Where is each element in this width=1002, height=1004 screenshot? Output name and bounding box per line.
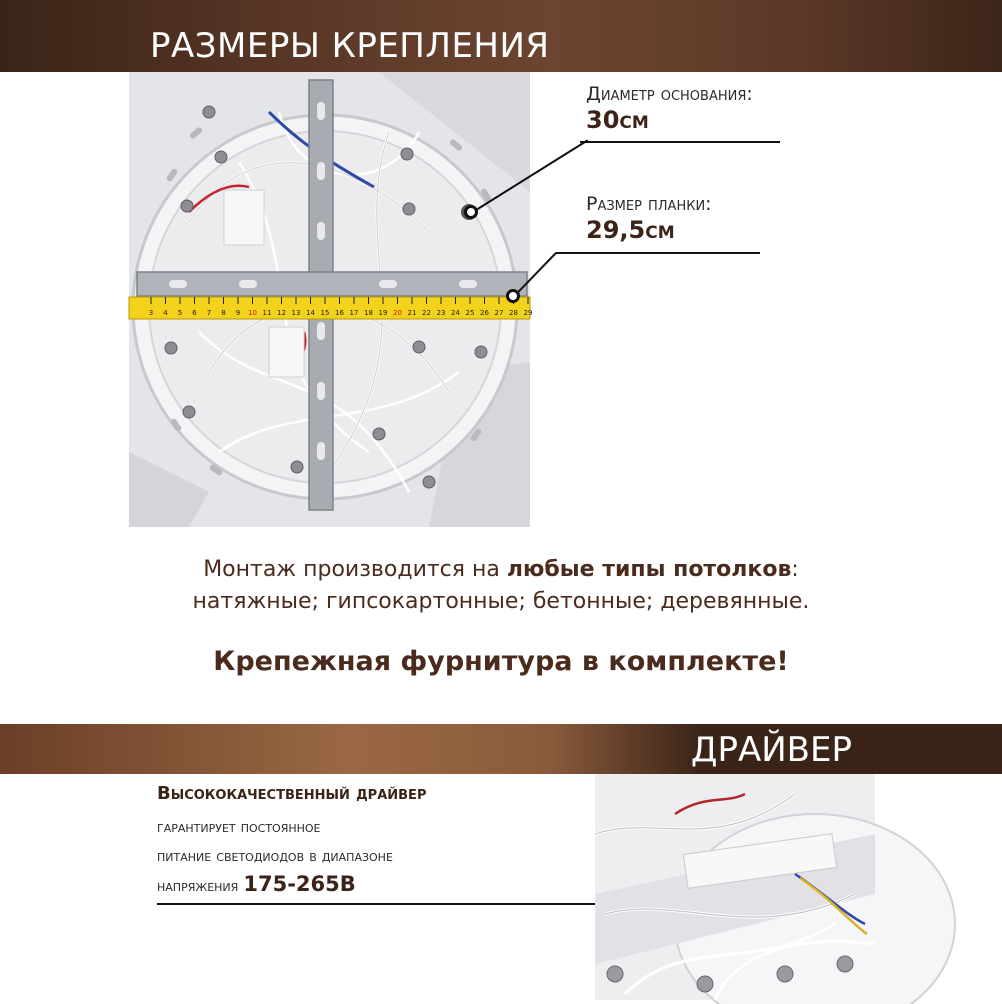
- callout-diameter-underline: [580, 141, 780, 143]
- callout-diameter-dot: [464, 205, 478, 219]
- mounting-line-2: натяжные; гипсокартонные; бетонные; деревянные.: [192, 589, 810, 614]
- page-title: РАЗМЕРЫ КРЕПЛЕНИЯ: [150, 26, 550, 66]
- driver-heading: Высококачественный драйвер: [157, 783, 427, 804]
- driver-title: ДРАЙВЕР: [690, 730, 852, 770]
- ruler-tick-label: 24: [451, 309, 460, 317]
- driver-banner: [0, 724, 1002, 774]
- callout-bar-underline: [556, 252, 760, 254]
- kit-included-text: Крепежная фурнитура в комплекте!: [213, 646, 789, 677]
- ruler-tick-label: 16: [335, 309, 344, 317]
- callout-diameter: [586, 83, 753, 135]
- callout-bar-dot: [506, 289, 520, 303]
- mounting-suffix: :: [791, 557, 799, 582]
- driver-illustration: [595, 774, 875, 1000]
- ruler-tick-label: 10: [248, 309, 257, 317]
- driver-line-3-prefix: напряжения: [157, 876, 244, 895]
- driver-voltage: 175-265В: [243, 872, 356, 896]
- ruler-tick-label: 15: [320, 309, 330, 317]
- ruler-tick-label: 19: [378, 309, 388, 317]
- ruler-tick-label: 23: [436, 309, 446, 317]
- driver-underline: [157, 903, 617, 905]
- callout-bar: [586, 193, 712, 245]
- callout-bar-label: Размер планки:: [586, 193, 712, 215]
- mounting-bold: любые типы потолков: [506, 557, 792, 582]
- ruler-tick-label: 13: [291, 309, 301, 317]
- callout-diameter-value: 30см: [586, 106, 649, 134]
- header-banner: [0, 0, 1002, 72]
- ruler-tick-label: 11: [262, 309, 272, 317]
- ruler-tick-label: 21: [407, 309, 417, 317]
- ruler-tick-label: 8: [221, 309, 226, 317]
- driver-photo: [595, 774, 875, 1000]
- ruler-tick-label: 12: [277, 309, 286, 317]
- mounting-prefix: Монтаж производится на: [203, 557, 507, 582]
- ruler-tick-label: 6: [192, 309, 197, 317]
- callout-bar-value: 29,5см: [586, 216, 675, 244]
- driver-line-3: [157, 870, 426, 900]
- ruler-tick-label: 18: [364, 309, 373, 317]
- ruler-tick-label: 17: [349, 309, 359, 317]
- ruler-tick-label: 22: [422, 309, 431, 317]
- ruler-tick-label: 4: [163, 309, 168, 317]
- ruler-tick-label: 26: [480, 309, 489, 317]
- ruler-tick-label: 29: [523, 309, 533, 317]
- callout-diameter-label: Диаметр основания:: [586, 83, 753, 105]
- ruler-tick-label: 5: [177, 309, 183, 317]
- ruler-tick-label: 3: [148, 309, 154, 317]
- ruler-tick-label: 27: [494, 309, 504, 317]
- mounting-info: [0, 554, 1002, 618]
- ruler-tick-label: 9: [235, 309, 241, 317]
- mounting-photo: [129, 72, 533, 527]
- ruler-tick-label: 20: [393, 309, 402, 317]
- ruler-tick-label: 28: [509, 309, 518, 317]
- driver-description: [157, 781, 426, 900]
- ruler-tick-label: 25: [465, 309, 475, 317]
- mounting-line-1: [0, 554, 1002, 586]
- mounting-plate-illustration: [129, 72, 533, 527]
- driver-line-1: гарантирует постоянное: [157, 817, 321, 836]
- ruler-tick-label: 14: [306, 309, 315, 317]
- driver-line-2: питание светодиодов в диапазоне: [157, 846, 393, 865]
- ruler-tick-label: 7: [206, 309, 212, 317]
